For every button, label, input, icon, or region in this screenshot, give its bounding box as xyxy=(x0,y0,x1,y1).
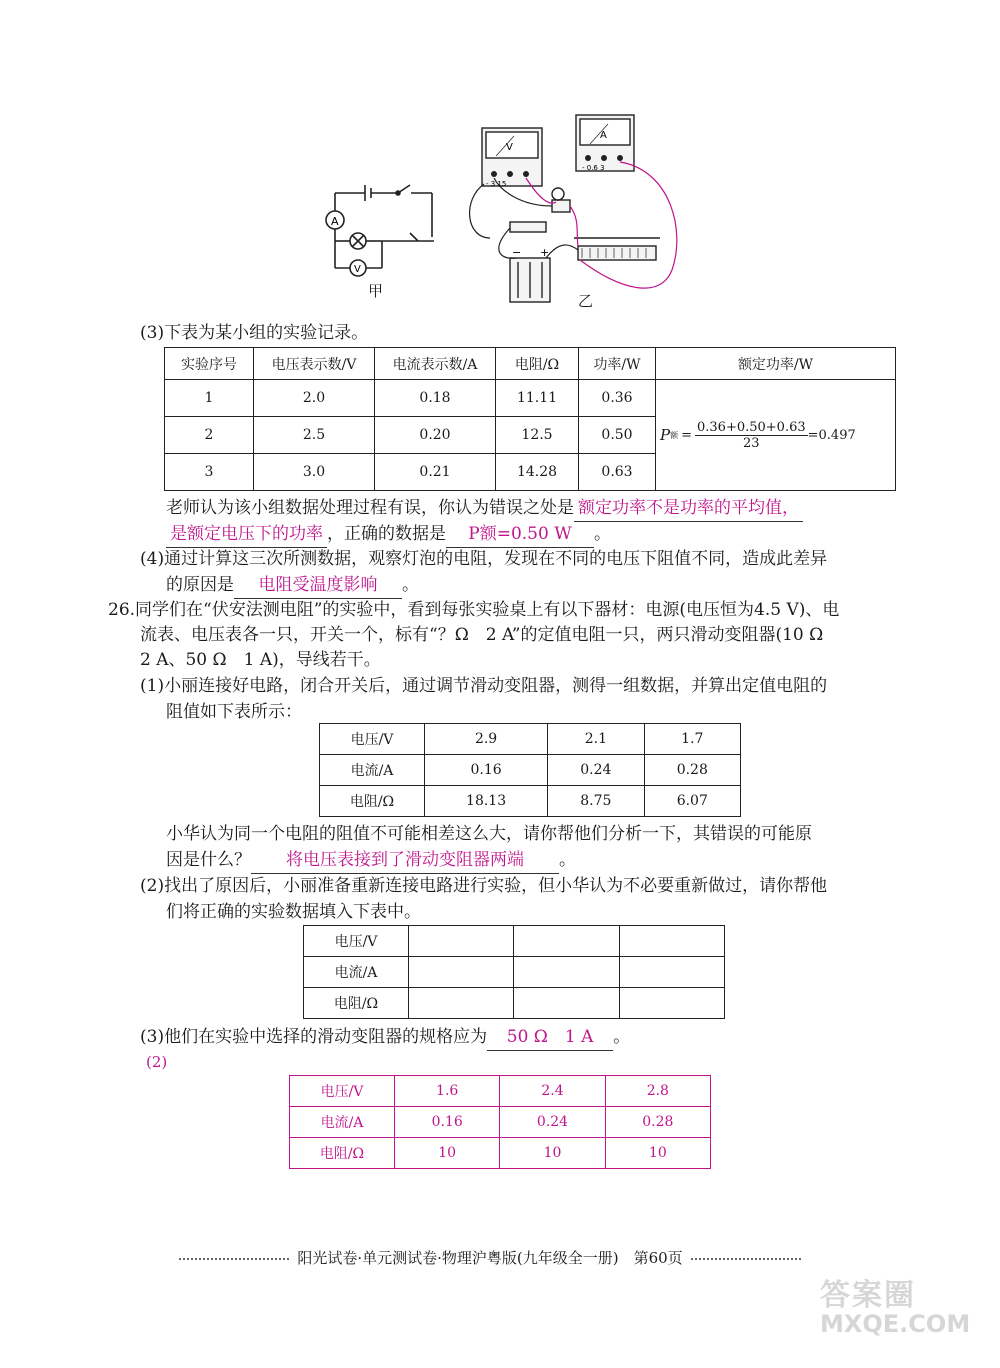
table-cell: 电流/A xyxy=(290,1107,395,1138)
table-cell: 3 xyxy=(165,454,254,491)
battery-minus-label: − xyxy=(512,246,522,259)
q26-p2-line1: (2)找出了原因后，小丽准备重新连接电路进行实验，但小华认为不必要重新做过，请你帮他 xyxy=(140,876,828,896)
table-row xyxy=(304,957,725,988)
q3-header-cell: 电流表示数/A xyxy=(375,348,496,380)
table-cell: 18.13 xyxy=(425,786,548,817)
table-cell: 0.16 xyxy=(395,1107,500,1138)
q26-p3-line xyxy=(140,1024,630,1051)
footer-dots-right xyxy=(691,1258,801,1260)
table-cell: 电流/A xyxy=(304,957,409,988)
table-cell: 1.7 xyxy=(644,724,740,755)
formula-sub: 额 xyxy=(670,430,679,440)
q3-header-cell: 电压表示数/V xyxy=(254,348,375,380)
q4-answer: 电阻受温度影响 xyxy=(234,572,402,599)
table-cell: 0.28 xyxy=(605,1107,710,1138)
apparatus-diagram-yi xyxy=(460,110,690,310)
table-cell: 0.50 xyxy=(579,417,656,454)
table-cell: 0.63 xyxy=(579,454,656,491)
q26-p2-line2: 们将正确的实验数据填入下表中。 xyxy=(166,902,421,922)
table-cell: 电阻/Ω xyxy=(290,1138,395,1169)
formula-eq: = xyxy=(681,427,692,443)
q3-text1: 老师认为该小组数据处理过程有误，你认为错误之处是 xyxy=(166,498,574,518)
blank-cell xyxy=(619,988,724,1019)
table-cell: 电流/A xyxy=(320,755,425,786)
watermark-line2: MXQE.COM xyxy=(820,1310,971,1338)
table-cell: 0.16 xyxy=(425,755,548,786)
q4-line2 xyxy=(166,572,419,599)
table-cell: 2.0 xyxy=(254,380,375,417)
table-cell: 1 xyxy=(165,380,254,417)
q26-line2: 流表、电压表各一只，开关一个，标有“？Ω 2 A”的定值电阻一只，两只滑动变阻器(10 Ω xyxy=(140,625,824,645)
table-cell: 0.21 xyxy=(375,454,496,491)
q3-header-cell: 功率/W xyxy=(579,348,656,380)
q26-line3: 2 A、50 Ω 1 A)，导线若干。 xyxy=(140,650,381,670)
q4-line1: (4)通过计算这三次所测数据，观察灯泡的电阻，发现在不同的电压下阻值不同，造成此差异 xyxy=(140,549,828,569)
footer-dots-left xyxy=(179,1258,289,1260)
table-cell: 10 xyxy=(605,1138,710,1169)
q26-p3-answer: 50 Ω 1 A xyxy=(487,1024,613,1051)
table-cell: 0.18 xyxy=(375,380,496,417)
table-row xyxy=(320,755,741,786)
blank-cell xyxy=(619,926,724,957)
table-cell: 10 xyxy=(395,1138,500,1169)
table-cell: 2.9 xyxy=(425,724,548,755)
table-cell: 3.0 xyxy=(254,454,375,491)
q26-p3-pre: (3)他们在实验中选择的滑动变阻器的规格应为 xyxy=(140,1027,488,1047)
table-cell: 0.20 xyxy=(375,417,496,454)
page-footer xyxy=(120,1247,860,1268)
q3-header-cell: 实验序号 xyxy=(165,348,254,380)
q3-answer1b: 是额定电压下的功率 xyxy=(166,521,327,548)
blank-cell xyxy=(514,957,619,988)
table-cell: 电阻/Ω xyxy=(304,988,409,1019)
blank-cell xyxy=(409,926,514,957)
answer-key-table xyxy=(289,1075,711,1169)
table-cell: 1.6 xyxy=(395,1076,500,1107)
table-cell: 2.8 xyxy=(605,1076,710,1107)
table-cell: 0.24 xyxy=(548,755,644,786)
table-cell: 电压/V xyxy=(320,724,425,755)
formula-denominator: 23 xyxy=(743,435,760,451)
q26-p3-end: 。 xyxy=(613,1027,631,1047)
table-cell: 2.4 xyxy=(500,1076,605,1107)
formula-p: P xyxy=(660,426,671,444)
table-row xyxy=(304,926,725,957)
answer-key-label: (2) xyxy=(146,1053,168,1071)
q3-record-table xyxy=(164,347,896,491)
q3-text2: ，正确的数据是 xyxy=(327,524,446,544)
table-cell: 8.75 xyxy=(548,786,644,817)
table-row xyxy=(290,1076,711,1107)
q26-p1-line1: (1)小丽连接好电路，闭合开关后，通过调节滑动变阻器，测得一组数据，并算出定值电阻的 xyxy=(140,676,828,696)
rated-power-formula xyxy=(656,380,896,491)
table-row xyxy=(290,1107,711,1138)
table-row xyxy=(290,1138,711,1169)
q26-p1-line4 xyxy=(166,847,576,874)
table-cell: 11.11 xyxy=(496,380,579,417)
blank-cell xyxy=(409,957,514,988)
table-cell: 2.1 xyxy=(548,724,644,755)
voltmeter-symbol: V xyxy=(354,264,361,275)
q26-p1-end: 。 xyxy=(559,850,576,870)
blank-cell xyxy=(514,926,619,957)
q26-p1-line3: 小华认为同一个电阻的阻值不可能相差这么大，请你帮他们分析一下，其错误的可能原 xyxy=(166,824,812,844)
watermark-logo xyxy=(820,1270,970,1338)
table-cell: 电阻/Ω xyxy=(320,786,425,817)
table-row xyxy=(304,988,725,1019)
circuit-diagram-jia xyxy=(310,175,450,295)
q26-line1: 26.同学们在“伏安法测电阻”的实验中，看到每张实验桌上有以下器材：电源(电压恒为4.5 V)、电 xyxy=(108,600,840,620)
q3-error-line xyxy=(166,495,803,522)
table-cell: 6.07 xyxy=(644,786,740,817)
table-cell: 2 xyxy=(165,417,254,454)
table-cell: 0.36 xyxy=(579,380,656,417)
table-cell: 0.24 xyxy=(500,1107,605,1138)
q4-end: 。 xyxy=(402,575,419,595)
blank-cell xyxy=(409,988,514,1019)
formula-numerator: 0.36+0.50+0.63 xyxy=(697,419,806,435)
q26-p1-answer: 将电压表接到了滑动变阻器两端 xyxy=(251,847,559,874)
table-row xyxy=(165,380,896,417)
q3-header-cell: 电阻/Ω xyxy=(496,348,579,380)
voltmeter-terminals: - 3 15 xyxy=(486,180,507,188)
q26-data-table-1 xyxy=(319,723,741,817)
q26-p1-line4-pre: 因是什么？ xyxy=(166,850,251,870)
table-cell: 14.28 xyxy=(496,454,579,491)
formula-result: =0.497 xyxy=(807,427,856,443)
q3-correct-line xyxy=(166,521,611,548)
voltmeter-dial-label: V xyxy=(506,142,513,153)
table-cell: 2.5 xyxy=(254,417,375,454)
q3-answer2: P额=0.50 W xyxy=(446,521,594,548)
watermark-line1: 答案圈 xyxy=(820,1278,916,1313)
q26-p1-line2: 阻值如下表所示： xyxy=(166,702,302,722)
figure-label-jia: 甲 xyxy=(368,282,384,300)
q3-header-cell: 额定功率/W xyxy=(656,348,896,380)
table-row xyxy=(320,724,741,755)
table-row xyxy=(320,786,741,817)
ammeter-symbol: A xyxy=(331,215,339,228)
blank-cell xyxy=(619,957,724,988)
table-cell: 电压/V xyxy=(290,1076,395,1107)
table-cell: 0.28 xyxy=(644,755,740,786)
q3-end: 。 xyxy=(594,524,611,544)
q3-answer1a: 额定功率不是功率的平均值， xyxy=(574,495,803,522)
q4-line2-pre: 的原因是 xyxy=(166,575,234,595)
table-cell: 12.5 xyxy=(496,417,579,454)
footer-text: 阳光试卷·单元测试卷·物理沪粤版(九年级全一册) 第60页 xyxy=(297,1249,683,1267)
table-cell: 10 xyxy=(500,1138,605,1169)
figure-label-yi: 乙 xyxy=(578,292,594,310)
q3-prompt: (3)下表为某小组的实验记录。 xyxy=(140,323,369,343)
q26-blank-table xyxy=(303,925,725,1019)
battery-plus-label: + xyxy=(540,246,550,259)
ammeter-terminals: - 0.6 3 xyxy=(582,164,605,172)
table-cell: 电压/V xyxy=(304,926,409,957)
ammeter-dial-label: A xyxy=(600,130,607,141)
blank-cell xyxy=(514,988,619,1019)
